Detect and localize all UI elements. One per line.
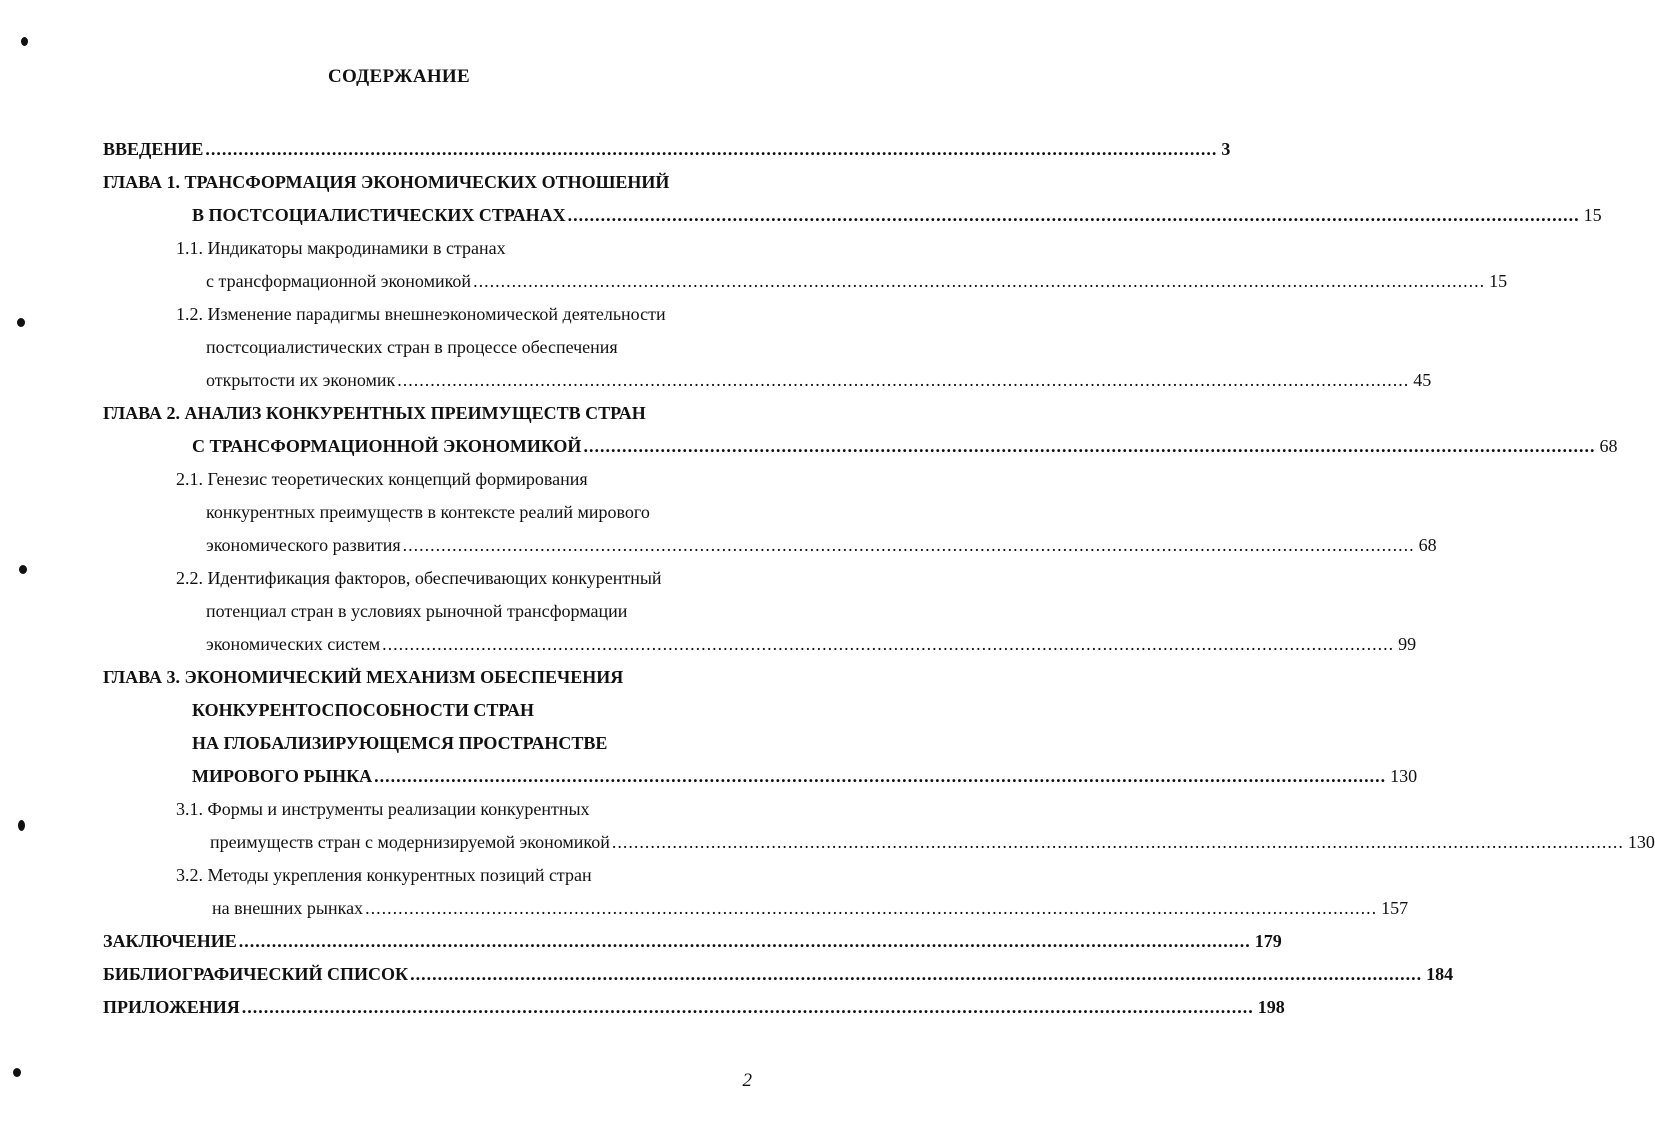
toc-entry-label: В ПОСТСОЦИАЛИСТИЧЕСКИХ СТРАНАХ [192, 205, 566, 225]
toc-entry-label: с трансформационной экономикой [206, 271, 472, 291]
scan-mark [19, 565, 27, 574]
dot-leader: ........................................................................................................................................................................................ [397, 370, 1410, 390]
dot-leader: ........................................................................................................................................................................................ [611, 832, 1624, 852]
toc-entry-section-3-2-end[interactable] [212, 895, 1409, 921]
toc-entry-label: открытости их экономик [206, 370, 396, 390]
toc-entry-section-2-2[interactable]: 2.2. Идентификация факторов, обеспечивающих конкурентный [176, 568, 662, 588]
toc-entry-section-2-1-cont: конкурентных преимуществ в контексте реалий мирового [206, 502, 650, 522]
toc-entry-section-1-2-end[interactable] [206, 367, 1432, 393]
toc-entry-chapter-1[interactable]: ГЛАВА 1. ТРАНСФОРМАЦИЯ ЭКОНОМИЧЕСКИХ ОТНОШЕНИЙ [103, 172, 670, 192]
toc-page-number: 179 [1254, 931, 1282, 951]
dot-leader: ........................................................................................................................................................................................ [238, 931, 1251, 951]
toc-entry-label: С ТРАНСФОРМАЦИОННОЙ ЭКОНОМИКОЙ [192, 436, 582, 456]
toc-page-number: 15 [1583, 205, 1602, 225]
page-number: 2 [742, 1070, 752, 1091]
dot-leader: ........................................................................................................................................................................................ [382, 634, 1395, 654]
toc-page-number: 198 [1257, 997, 1285, 1017]
toc-entry-bibliography[interactable] [103, 961, 1454, 987]
toc-entry-chapter-1-end[interactable] [192, 202, 1602, 228]
toc-page-number: 184 [1426, 964, 1454, 984]
dot-leader: ........................................................................................................................................................................................ [374, 766, 1387, 786]
toc-entry-chapter-3[interactable]: ГЛАВА 3. ЭКОНОМИЧЕСКИЙ МЕХАНИЗМ ОБЕСПЕЧЕНИЯ [103, 667, 624, 687]
toc-entry-label: преимуществ стран с модернизируемой экономикой [210, 832, 610, 852]
page-title: СОДЕРЖАНИЕ [328, 66, 470, 87]
toc-entry-chapter-3-cont-2: НА ГЛОБАЛИЗИРУЮЩЕМСЯ ПРОСТРАНСТВЕ [192, 733, 608, 753]
toc-entry-label: ПРИЛОЖЕНИЯ [103, 997, 240, 1017]
toc-page-number: 130 [1627, 832, 1655, 852]
dot-leader: ........................................................................................................................................................................................ [205, 139, 1218, 159]
dot-leader: ........................................................................................................................................................................................ [567, 205, 1580, 225]
toc-page-number: 130 [1390, 766, 1418, 786]
toc-entry-section-3-1-end[interactable] [210, 829, 1655, 855]
toc-entry-section-2-1-end[interactable] [206, 532, 1437, 558]
toc-entry-label: экономического развития [206, 535, 401, 555]
toc-entry-label: экономических систем [206, 634, 381, 654]
dot-leader: ........................................................................................................................................................................................ [473, 271, 1486, 291]
toc-entry-chapter-3-end[interactable] [192, 763, 1418, 789]
toc-entry-appendices[interactable] [103, 994, 1285, 1020]
dot-leader: ........................................................................................................................................................................................ [402, 535, 1415, 555]
dot-leader: ........................................................................................................................................................................................ [365, 898, 1378, 918]
dot-leader: ........................................................................................................................................................................................ [241, 997, 1254, 1017]
scan-mark [21, 37, 28, 46]
toc-page-number: 15 [1489, 271, 1508, 291]
toc-page-number: 68 [1418, 535, 1437, 555]
dot-leader: ........................................................................................................................................................................................ [583, 436, 1596, 456]
toc-entry-section-2-1[interactable]: 2.1. Генезис теоретических концепций формирования [176, 469, 588, 489]
toc-entry-section-2-2-end[interactable] [206, 631, 1417, 657]
toc-entry-section-1-2[interactable]: 1.2. Изменение парадигмы внешнеэкономической деятельности [176, 304, 666, 324]
toc-page-number: 157 [1381, 898, 1409, 918]
toc-entry-conclusion[interactable] [103, 928, 1282, 954]
toc-entry-label: МИРОВОГО РЫНКА [192, 766, 373, 786]
toc-entry-section-1-2-cont: постсоциалистических стран в процессе обеспечения [206, 337, 618, 357]
toc-entry-section-3-2[interactable]: 3.2. Методы укрепления конкурентных позиций стран [176, 865, 592, 885]
toc-entry-section-1-1-end[interactable] [206, 268, 1508, 294]
scan-mark [17, 318, 25, 327]
toc-entry-label: на внешних рынках [212, 898, 364, 918]
toc-page-number: 99 [1398, 634, 1417, 654]
toc-entry-chapter-2[interactable]: ГЛАВА 2. АНАЛИЗ КОНКУРЕНТНЫХ ПРЕИМУЩЕСТВ СТРАН [103, 403, 646, 423]
toc-entry-label: ЗАКЛЮЧЕНИЕ [103, 931, 237, 951]
toc-page-number: 3 [1221, 139, 1231, 159]
toc-entry-label: БИБЛИОГРАФИЧЕСКИЙ СПИСОК [103, 964, 409, 984]
toc-entry-introduction[interactable] [103, 136, 1231, 162]
toc-page-number: 68 [1599, 436, 1618, 456]
scan-mark [13, 1068, 21, 1077]
toc-entry-chapter-2-end[interactable] [192, 433, 1618, 459]
toc-entry-section-3-1[interactable]: 3.1. Формы и инструменты реализации конкурентных [176, 799, 590, 819]
toc-entry-section-2-2-cont: потенциал стран в условиях рыночной трансформации [206, 601, 628, 621]
toc-entry-chapter-3-cont-1: КОНКУРЕНТОСПОСОБНОСТИ СТРАН [192, 700, 535, 720]
toc-entry-label: ВВЕДЕНИЕ [103, 139, 204, 159]
toc-entry-section-1-1[interactable]: 1.1. Индикаторы макродинамики в странах [176, 238, 506, 258]
scan-mark [18, 820, 25, 831]
toc-page-number: 45 [1413, 370, 1432, 390]
dot-leader: ........................................................................................................................................................................................ [410, 964, 1423, 984]
